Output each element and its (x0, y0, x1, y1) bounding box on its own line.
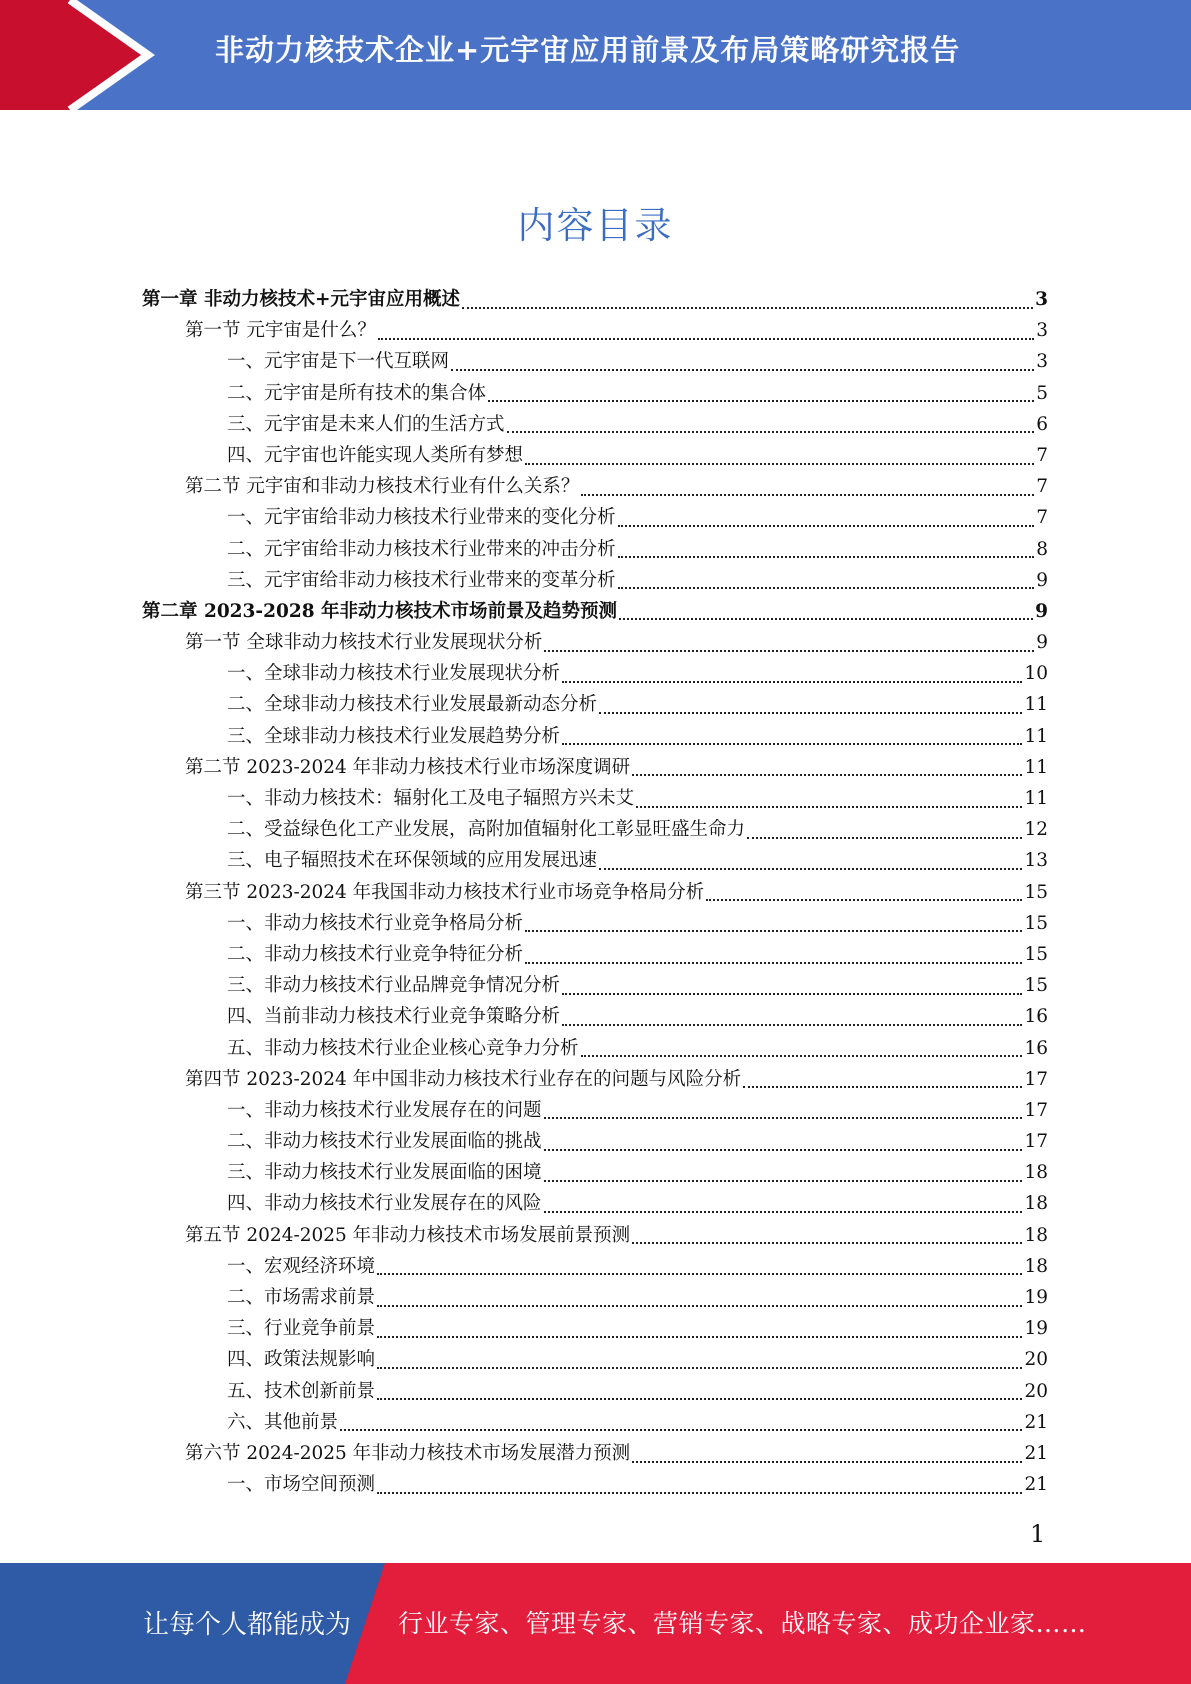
toc-subsection-entry[interactable] (142, 1376, 1048, 1407)
toc-entry-label: 第二节 元宇宙和非动力核技术行业有什么关系？ (185, 476, 580, 498)
toc-entry-page: 11 (1024, 694, 1048, 716)
toc-subsection-entry[interactable] (142, 1033, 1048, 1064)
toc-entry-page: 17 (1024, 1131, 1048, 1153)
toc-dot-leader (599, 712, 1022, 714)
toc-entry-page: 16 (1024, 1006, 1048, 1028)
toc-entry-page: 21 (1024, 1442, 1048, 1464)
toc-entry-page: 3 (1036, 351, 1048, 373)
toc-entry-label: 第四节 2023-2024 年中国非动力核技术行业存在的问题与风险分析 (185, 1068, 742, 1090)
toc-entry-label: 四、非动力核技术行业发展存在的风险 (227, 1193, 542, 1215)
toc-dot-leader (636, 806, 1022, 808)
toc-subsection-entry[interactable] (142, 565, 1048, 596)
toc-entry-page: 17 (1024, 1068, 1048, 1090)
toc-entry-page: 7 (1036, 476, 1048, 498)
toc-subsection-entry[interactable] (142, 1126, 1048, 1157)
toc-entry-label: 四、元宇宙也许能实现人类所有梦想 (227, 444, 524, 466)
toc-dot-leader (619, 618, 1033, 620)
toc-entry-label: 第六节 2024-2025 年非动力核技术市场发展潜力预测 (185, 1442, 631, 1464)
toc-subsection-entry[interactable] (142, 783, 1048, 814)
toc-section-entry[interactable] (142, 1220, 1048, 1251)
toc-dot-leader (378, 338, 1034, 340)
toc-entry-label: 二、非动力核技术行业竞争特征分析 (227, 943, 524, 965)
toc-entry-label: 三、全球非动力核技术行业发展趋势分析 (227, 725, 561, 747)
toc-dot-leader (377, 1367, 1022, 1369)
toc-dot-leader (632, 1461, 1022, 1463)
toc-subsection-entry[interactable] (142, 814, 1048, 845)
toc-entry-label: 六、其他前景 (227, 1411, 339, 1433)
toc-dot-leader (544, 650, 1034, 652)
toc-entry-page: 18 (1024, 1162, 1048, 1184)
toc-entry-label: 一、元宇宙给非动力核技术行业带来的变化分析 (227, 507, 616, 529)
toc-subsection-entry[interactable] (142, 939, 1048, 970)
toc-entry-page: 12 (1024, 819, 1048, 841)
toc-subsection-entry[interactable] (142, 1344, 1048, 1375)
toc-dot-leader (462, 307, 1033, 309)
report-title: 非动力核技术企业+元宇宙应用前景及布局策略研究报告 (215, 33, 961, 67)
toc-entry-page: 9 (1036, 569, 1048, 591)
toc-dot-leader (525, 463, 1034, 465)
toc-dot-leader (451, 369, 1034, 371)
toc-subsection-entry[interactable] (142, 721, 1048, 752)
toc-entry-page: 6 (1036, 413, 1048, 435)
toc-subsection-entry[interactable] (142, 1095, 1048, 1126)
page-footer (0, 1563, 1191, 1684)
toc-entry-page: 5 (1036, 382, 1048, 404)
toc-entry-label: 第二章 2023-2028 年非动力核技术市场前景及趋势预测 (142, 600, 618, 622)
toc-entry-label: 三、电子辐照技术在环保领域的应用发展迅速 (227, 850, 598, 872)
toc-subsection-entry[interactable] (142, 534, 1048, 565)
toc-entry-label: 第一章 非动力核技术+元宇宙应用概述 (142, 289, 460, 310)
toc-subsection-entry[interactable] (142, 1407, 1048, 1438)
toc-entry-label: 二、全球非动力核技术行业发展最新动态分析 (227, 694, 598, 716)
toc-section-entry[interactable] (142, 471, 1048, 502)
toc-entry-page: 18 (1024, 1193, 1048, 1215)
toc-entry-page: 7 (1036, 507, 1048, 529)
toc-chapter-entry[interactable] (142, 596, 1048, 627)
toc-entry-label: 二、市场需求前景 (227, 1287, 376, 1308)
toc-entry-label: 一、非动力核技术行业竞争格局分析 (227, 912, 524, 934)
toc-entry-label: 第五节 2024-2025 年非动力核技术市场发展前景预测 (185, 1224, 631, 1246)
toc-entry-page: 9 (1036, 632, 1048, 654)
toc-entry-page: 11 (1024, 788, 1048, 809)
toc-dot-leader (747, 837, 1022, 839)
toc-dot-leader (340, 1429, 1022, 1431)
toc-entry-page: 3 (1035, 289, 1048, 310)
toc-dot-leader (743, 1086, 1022, 1088)
toc-entry-label: 一、全球非动力核技术行业发展现状分析 (227, 663, 561, 685)
toc-entry-label: 二、元宇宙给非动力核技术行业带来的冲击分析 (227, 538, 616, 560)
toc-subsection-entry[interactable] (142, 1157, 1048, 1188)
toc-dot-leader (618, 556, 1035, 558)
toc-entry-page: 11 (1024, 756, 1048, 778)
toc-entry-label: 三、元宇宙给非动力核技术行业带来的变革分析 (227, 569, 616, 591)
toc-entry-label: 二、元宇宙是所有技术的集合体 (227, 382, 487, 404)
page-header (0, 0, 1191, 110)
toc-entry-label: 第二节 2023-2024 年非动力核技术行业市场深度调研 (185, 756, 631, 778)
toc-entry-page: 21 (1024, 1474, 1048, 1496)
toc-entry-page: 16 (1024, 1037, 1048, 1059)
toc-subsection-entry[interactable] (142, 970, 1048, 1001)
toc-entry-label: 三、非动力核技术行业发展面临的困境 (227, 1162, 542, 1184)
toc-dot-leader (544, 1211, 1023, 1213)
toc-subsection-entry[interactable] (142, 689, 1048, 720)
toc-entry-page: 17 (1024, 1099, 1048, 1121)
toc-entry-label: 四、当前非动力核技术行业竞争策略分析 (227, 1006, 561, 1028)
toc-entry-page: 9 (1035, 600, 1048, 622)
toc-entry-page: 7 (1036, 444, 1048, 466)
toc-subsection-entry[interactable] (142, 409, 1048, 440)
toc-dot-leader (632, 1242, 1022, 1244)
toc-entry-page: 11 (1024, 725, 1048, 747)
toc-entry-page: 18 (1024, 1255, 1048, 1277)
toc-entry-label: 第一节 元宇宙是什么？ (185, 320, 376, 342)
toc-entry-label: 第一节 全球非动力核技术行业发展现状分析 (185, 632, 543, 654)
toc-dot-leader (525, 962, 1022, 964)
toc-subsection-entry[interactable] (142, 346, 1048, 377)
toc-dot-leader (562, 743, 1022, 745)
toc-subsection-entry[interactable] (142, 1251, 1048, 1282)
toc-entry-label: 一、市场空间预测 (227, 1474, 376, 1496)
toc-entry-page: 15 (1024, 943, 1048, 965)
toc-dot-leader (507, 431, 1035, 433)
toc-subsection-entry[interactable] (142, 908, 1048, 939)
toc-dot-leader (581, 494, 1034, 496)
toc-entry-label: 五、非动力核技术行业企业核心竞争力分析 (227, 1037, 579, 1059)
page-number: 1 (1030, 1520, 1046, 1548)
toc-entry-page: 20 (1024, 1349, 1048, 1371)
toc-subsection-entry[interactable] (142, 502, 1048, 533)
toc-entry-page: 15 (1024, 881, 1048, 903)
toc-dot-leader (544, 1149, 1023, 1151)
toc-subsection-entry[interactable] (142, 440, 1048, 471)
toc-section-entry[interactable] (142, 1438, 1048, 1469)
toc-entry-page: 15 (1024, 912, 1048, 934)
toc-dot-leader (544, 1117, 1023, 1119)
toc-entry-label: 三、行业竞争前景 (227, 1318, 376, 1340)
toc-dot-leader (377, 1398, 1022, 1400)
toc-entry-page: 10 (1024, 663, 1048, 685)
toc-dot-leader (581, 1055, 1023, 1057)
toc-subsection-entry[interactable] (142, 1469, 1048, 1500)
toc-dot-leader (544, 1180, 1023, 1182)
toc-entry-label: 二、受益绿色化工产业发展，高附加值辐射化工彰显旺盛生命力 (227, 819, 746, 841)
table-of-contents (142, 284, 1048, 1500)
toc-heading: 内容目录 (517, 204, 674, 247)
toc-entry-page: 15 (1024, 975, 1048, 997)
toc-subsection-entry[interactable] (142, 1188, 1048, 1219)
toc-entry-page: 13 (1024, 850, 1048, 872)
toc-entry-page: 21 (1024, 1411, 1048, 1433)
toc-entry-page: 19 (1024, 1318, 1048, 1340)
toc-entry-label: 一、元宇宙是下一代互联网 (227, 351, 450, 373)
toc-dot-leader (377, 1273, 1022, 1275)
toc-entry-label: 三、元宇宙是未来人们的生活方式 (227, 413, 505, 435)
toc-subsection-entry[interactable] (142, 1313, 1048, 1344)
toc-subsection-entry[interactable] (142, 658, 1048, 689)
toc-entry-page: 20 (1024, 1380, 1048, 1402)
toc-dot-leader (618, 587, 1035, 589)
toc-chapter-entry[interactable] (142, 284, 1048, 315)
toc-dot-leader (377, 1336, 1022, 1338)
toc-section-entry[interactable] (142, 1064, 1048, 1095)
toc-section-entry[interactable] (142, 315, 1048, 346)
toc-dot-leader (706, 899, 1022, 901)
toc-section-entry[interactable] (142, 627, 1048, 658)
footer-slogan-left: 让每个人都能成为 (143, 1610, 352, 1640)
toc-entry-page: 18 (1024, 1224, 1048, 1246)
toc-dot-leader (562, 993, 1022, 995)
toc-subsection-entry[interactable] (142, 1282, 1048, 1313)
toc-dot-leader (377, 1492, 1022, 1494)
toc-entry-page: 3 (1036, 320, 1048, 342)
toc-entry-label: 一、宏观经济环境 (227, 1255, 376, 1277)
toc-section-entry[interactable] (142, 877, 1048, 908)
footer-slogan-right: 行业专家、管理专家、营销专家、战略专家、成功企业家…… (398, 1609, 1087, 1638)
toc-subsection-entry[interactable] (142, 845, 1048, 876)
toc-dot-leader (562, 1024, 1022, 1026)
toc-subsection-entry[interactable] (142, 378, 1048, 409)
toc-entry-label: 三、非动力核技术行业品牌竞争情况分析 (227, 975, 561, 997)
toc-entry-page: 8 (1036, 538, 1048, 560)
toc-entry-page: 19 (1024, 1287, 1048, 1308)
toc-dot-leader (632, 774, 1022, 776)
toc-entry-label: 一、非动力核技术：辐射化工及电子辐照方兴未艾 (227, 788, 635, 809)
toc-dot-leader (525, 930, 1022, 932)
toc-subsection-entry[interactable] (142, 1001, 1048, 1032)
toc-dot-leader (562, 681, 1022, 683)
toc-dot-leader (488, 400, 1034, 402)
toc-entry-label: 二、非动力核技术行业发展面临的挑战 (227, 1131, 542, 1153)
toc-dot-leader (377, 1305, 1022, 1307)
toc-dot-leader (599, 868, 1022, 870)
toc-dot-leader (618, 525, 1035, 527)
toc-entry-label: 一、非动力核技术行业发展存在的问题 (227, 1099, 542, 1121)
toc-entry-label: 五、技术创新前景 (227, 1380, 376, 1402)
toc-section-entry[interactable] (142, 752, 1048, 783)
toc-entry-label: 四、政策法规影响 (227, 1349, 376, 1371)
toc-entry-label: 第三节 2023-2024 年我国非动力核技术行业市场竞争格局分析 (185, 881, 705, 903)
